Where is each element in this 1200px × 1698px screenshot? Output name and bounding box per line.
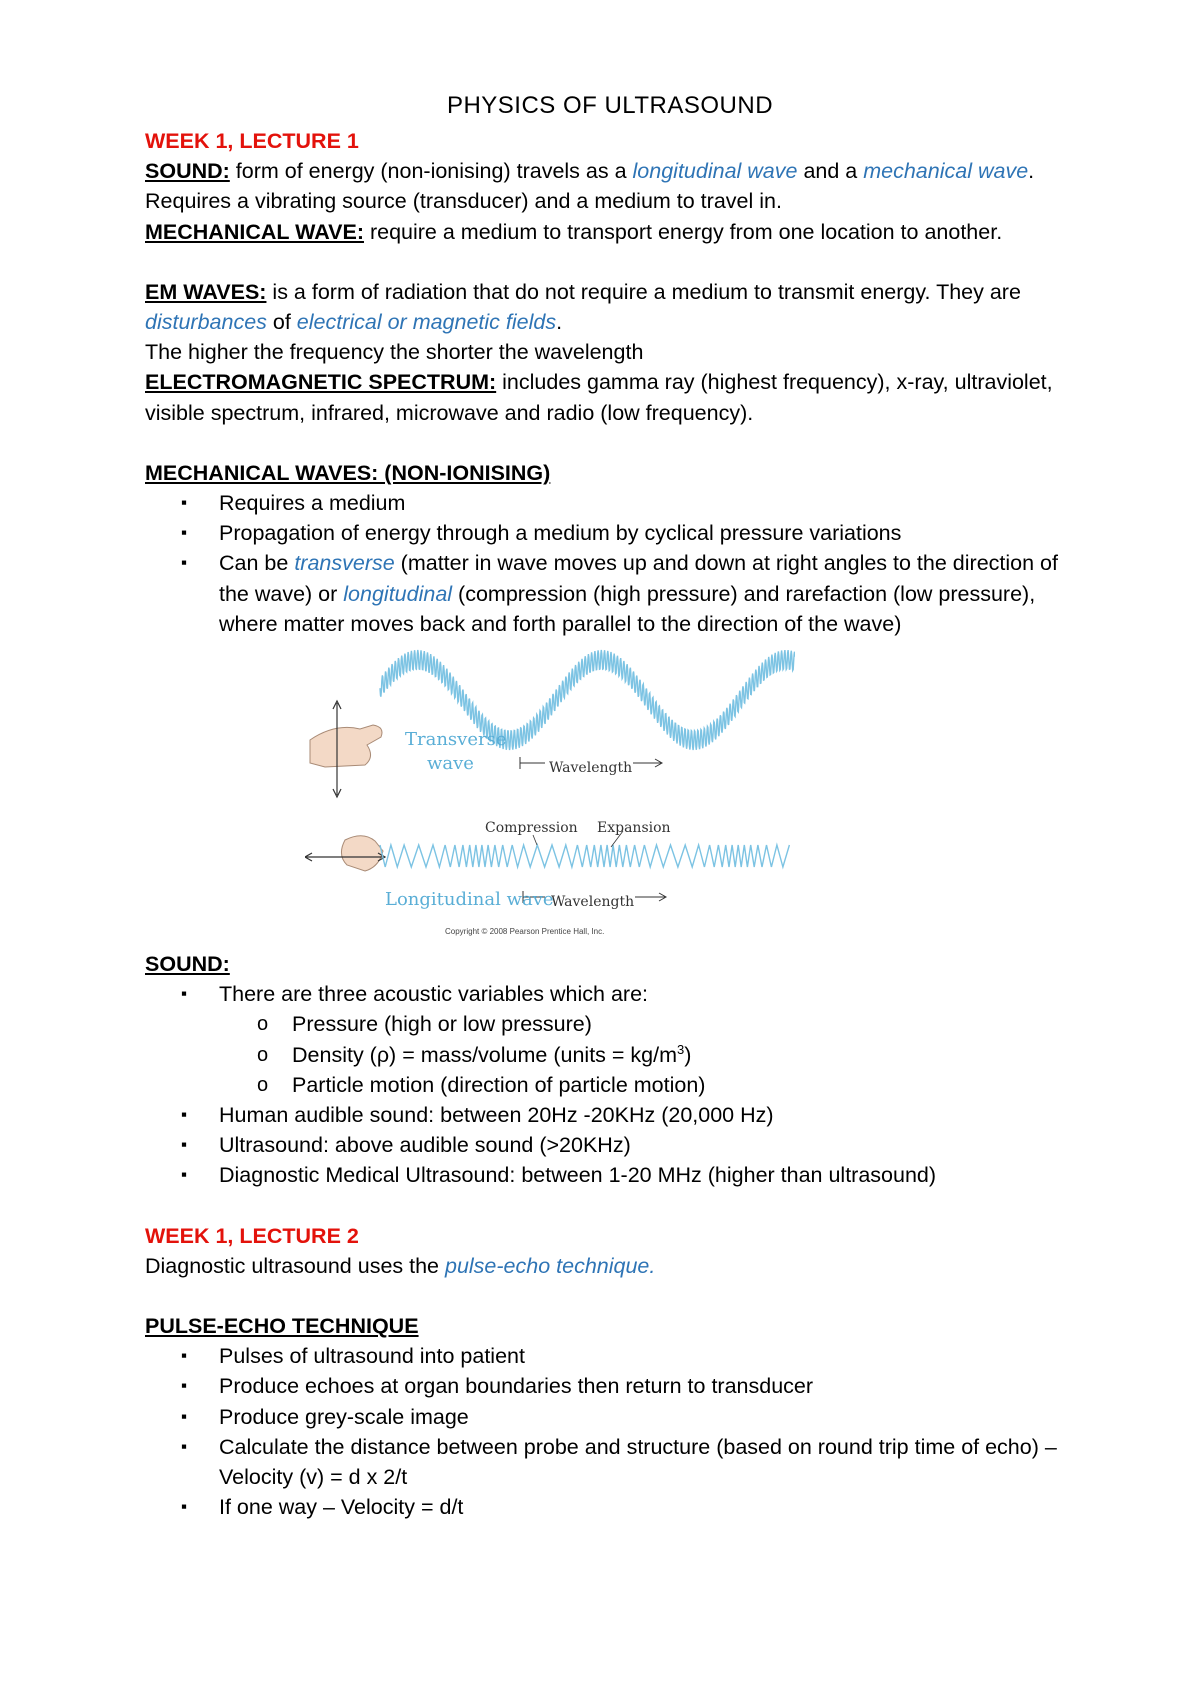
pulse-echo-term: pulse-echo technique.: [444, 1253, 656, 1278]
longitudinal-wave: [380, 845, 789, 867]
expansion-label: Expansion: [597, 820, 671, 837]
list-item: o Pressure (high or low pressure): [292, 1009, 1075, 1039]
disturbances-term: disturbances: [145, 310, 267, 335]
em-def-text: .: [556, 310, 563, 335]
hand-illustration: [341, 836, 383, 871]
pulse-echo-heading: PULSE-ECHO TECHNIQUE: [145, 1314, 419, 1339]
em-spectrum-term: ELECTROMAGNETIC SPECTRUM:: [145, 370, 497, 395]
list-item: [292, 1040, 1075, 1070]
sound-def-text: form of energy (non-ionising) travels as a: [229, 159, 633, 184]
list-item-text: (compression (high pressure) and rarefaction (low pressure), where matter moves back and forth parallel to the direction of the wave): [219, 581, 1036, 636]
list-item: ▪ Diagnostic Medical Ultrasound: between 1-20 MHz (higher than ultrasound): [219, 1160, 1075, 1190]
transverse-term: transverse: [294, 551, 395, 576]
list-item: ▪ Pulses of ultrasound into patient: [219, 1341, 1075, 1371]
em-def-text: of: [266, 310, 297, 335]
fields-term: electrical or magnetic fields: [296, 310, 557, 335]
wavelength-label-bottom: Wavelength: [551, 894, 635, 911]
sound-definition: [145, 156, 1075, 216]
list-item: ▪ Produce grey-scale image: [219, 1402, 1075, 1432]
em-waves-term: EM WAVES:: [145, 279, 267, 304]
sound-term: SOUND:: [145, 159, 230, 184]
list-item-text: ): [684, 1042, 692, 1067]
hand-illustration: [310, 725, 382, 767]
mechanical-wave-label: MECHANICAL WAVE:: [145, 219, 364, 244]
sound-list: [145, 979, 1075, 1190]
transverse-label-line2: wave: [427, 753, 474, 775]
compression-label: Compression: [485, 820, 578, 837]
document-page: [145, 88, 1075, 1523]
superscript: 3: [677, 1041, 685, 1057]
em-def-text: is a form of radiation that do not require a medium to transmit energy. They are: [266, 279, 1021, 304]
em-spectrum-text: includes gamma ray (highest frequency), x-ray, ultraviolet, visible spectrum, infrared, microwave and radio (low frequency).: [145, 370, 1053, 425]
list-item: ▪ Requires a medium: [219, 488, 1075, 518]
list-item: ▪ Produce echoes at organ boundaries then return to transducer: [219, 1371, 1075, 1401]
wavelength-label-top: Wavelength: [549, 760, 633, 777]
em-spectrum-definition: [145, 367, 1075, 427]
longitudinal-label: Longitudinal wave: [385, 889, 554, 911]
list-item: o Particle motion (direction of particle motion): [292, 1070, 1075, 1100]
mechanical-wave-definition: [145, 217, 1075, 247]
wave-diagram: [305, 645, 795, 935]
sound-def-text: and a: [797, 159, 864, 184]
list-item: ▪ If one way – Velocity = d/t: [219, 1492, 1075, 1522]
list-item-text: (matter in wave moves up and down at right angles to the direction of the wave) or: [219, 551, 1058, 606]
em-waves-definition: [145, 277, 1075, 337]
list-item: [219, 548, 1075, 639]
mechanical-wave-term: mechanical wave: [863, 159, 1029, 184]
sound-def-text: . Requires a vibrating source (transducer) and a medium to travel in.: [145, 159, 1035, 214]
intro-text: Diagnostic ultrasound uses the: [145, 1253, 445, 1278]
longitudinal-term: longitudinal: [343, 581, 453, 606]
page-title: PHYSICS OF ULTRASOUND: [446, 92, 774, 119]
transverse-label-line1: Transverse: [405, 729, 507, 751]
mechanical-waves-heading: MECHANICAL WAVES: (NON-IONISING): [145, 460, 551, 485]
list-item: ▪ Human audible sound: between 20Hz -20KHz (20,000 Hz): [219, 1100, 1075, 1130]
mechanical-wave-text: require a medium to transport energy from one location to another.: [363, 219, 1003, 244]
section-heading-week1-lecture1: WEEK 1, LECTURE 1: [145, 129, 359, 153]
frequency-wavelength-line: The higher the frequency the shorter the wavelength: [145, 340, 644, 365]
section-heading-week1-lecture2: WEEK 1, LECTURE 2: [145, 1223, 359, 1248]
list-item: ▪ Propagation of energy through a medium by cyclical pressure variations: [219, 518, 1075, 548]
list-item: ▪ Calculate the distance between probe and structure (based on round trip time of echo) – Velocity (v) = d x 2/t: [219, 1432, 1075, 1492]
list-item: ▪ Ultrasound: above audible sound (>20KHz): [219, 1130, 1075, 1160]
acoustic-variables-list: [219, 1009, 1075, 1100]
figure-copyright: Copyright © 2008 Pearson Prentice Hall, Inc.: [445, 927, 605, 937]
pulse-echo-list: [145, 1341, 1075, 1522]
mechanical-waves-list: [145, 488, 1075, 639]
list-item-text: Density (ρ) = mass/volume (units = kg/m: [292, 1042, 678, 1067]
pulse-echo-intro: [145, 1251, 1075, 1281]
sound-heading: SOUND:: [145, 952, 230, 977]
list-item-text: There are three acoustic variables which are:: [219, 982, 649, 1007]
list-item: [219, 979, 1075, 1100]
list-item-text: Can be: [219, 551, 295, 576]
longitudinal-wave-term: longitudinal wave: [632, 159, 798, 184]
